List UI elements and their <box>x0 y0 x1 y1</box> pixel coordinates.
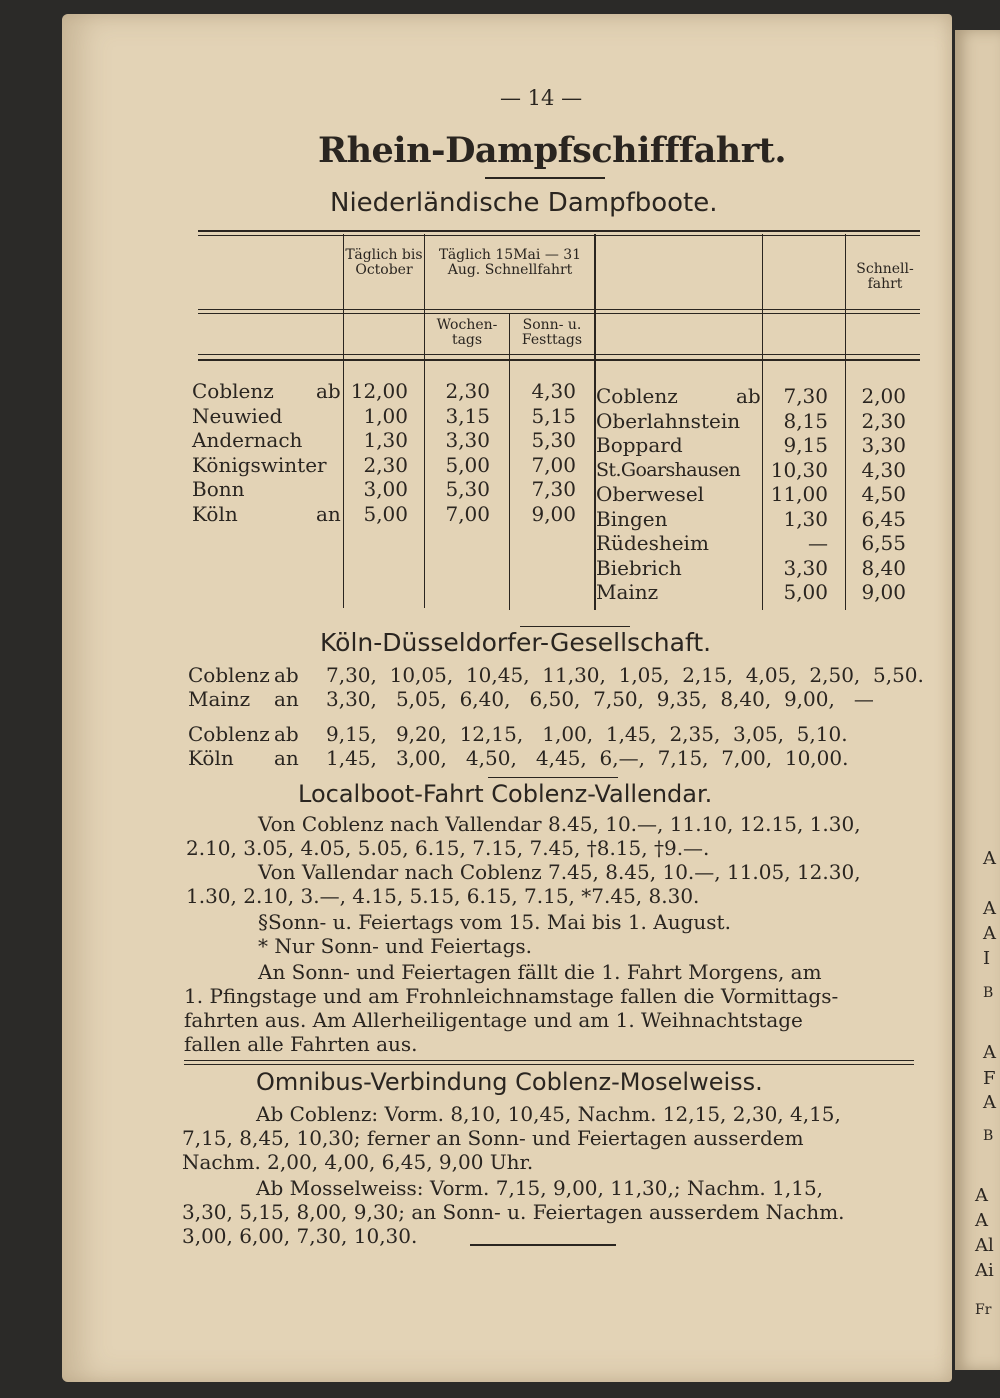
mark: ab <box>316 379 341 403</box>
station: Coblenz <box>192 379 274 403</box>
time: 2,30 <box>861 408 906 433</box>
time: 7,30 <box>783 384 828 408</box>
station: Köln <box>188 746 234 770</box>
station: Coblenz <box>188 663 270 687</box>
time: 5,00 <box>783 580 828 604</box>
time: 10,30 <box>770 457 828 482</box>
end-rule <box>470 1244 616 1246</box>
time: 5,15 <box>531 403 576 428</box>
margin-letter: A <box>983 898 996 919</box>
section-subtitle: Niederländische Dampfboote. <box>330 188 718 218</box>
time: 8,15 <box>783 408 828 433</box>
time: 1,30 <box>363 428 408 452</box>
margin-letter: I <box>983 948 991 969</box>
margin-letter: B <box>983 985 994 1001</box>
time: 5,30 <box>445 477 490 501</box>
mark: an <box>274 687 299 711</box>
time: 6,45 <box>861 506 906 531</box>
station: Boppard <box>596 433 683 457</box>
mark: an <box>274 746 299 770</box>
table-row <box>596 409 926 434</box>
time: 7,30 <box>531 477 576 501</box>
text-line: fallen alle Fahrten aus. <box>184 1032 418 1056</box>
time: 2,30 <box>363 452 408 477</box>
time: 4,30 <box>861 457 906 482</box>
time: 8,40 <box>861 555 906 580</box>
time: 9,00 <box>531 501 576 526</box>
margin-letter: B <box>983 1128 994 1144</box>
header-rule <box>198 359 920 361</box>
margin-letter: Fr <box>975 1302 992 1318</box>
time: 4,30 <box>531 379 576 403</box>
table-top-rule <box>198 230 920 232</box>
station: Oberwesel <box>596 482 705 506</box>
station: Bonn <box>192 477 245 501</box>
schedule-line <box>188 746 848 770</box>
text-line: 7,15, 8,45, 10,30; ferner an Sonn- und Feiertagen ausserdem <box>182 1126 804 1150</box>
text-line: Nachm. 2,00, 4,00, 6,45, 9,00 Uhr. <box>182 1150 534 1174</box>
times: 3,30, 5,05, 6,40, 6,50, 7,50, 9,35, 8,40, 9,00, — <box>326 687 874 711</box>
table-row <box>596 507 926 532</box>
mark: ab <box>274 663 299 687</box>
table-row <box>596 556 926 581</box>
table-top-rule <box>198 235 920 236</box>
mark: ab <box>274 722 299 746</box>
time: 3,30 <box>861 433 906 457</box>
station: Bingen <box>596 506 668 531</box>
margin-letter: F <box>983 1068 996 1089</box>
table-row <box>596 458 926 483</box>
header-col2b: Sonn- u. Festtags <box>521 317 583 348</box>
section-rule <box>184 1060 914 1061</box>
text-line: 1. Pfingstage und am Frohnleichnamstage fallen die Vormittags- <box>184 984 839 1008</box>
header-col2a: Wochen-tags <box>436 317 498 348</box>
station: St.Goarshausen <box>596 458 741 481</box>
header-rule <box>198 313 920 314</box>
text-line: 3,00, 6,00, 7,30, 10,30. <box>182 1224 418 1248</box>
table-row <box>596 433 926 458</box>
section-heading-local: Localboot-Fahrt Coblenz-Vallendar. <box>298 780 713 808</box>
mark: an <box>316 501 341 526</box>
time: 5,30 <box>531 428 576 452</box>
divider <box>520 626 630 627</box>
time: 12,00 <box>350 379 408 403</box>
station: Rüdesheim <box>596 531 709 555</box>
margin-letter: Al <box>975 1235 994 1256</box>
time: 4,50 <box>861 482 906 506</box>
header-rule <box>198 309 920 310</box>
times: 1,45, 3,00, 4,50, 4,45, 6,—, 7,15, 7,00, 10,00. <box>326 746 849 770</box>
text-line: 1.30, 2.10, 3.—, 4.15, 5.15, 6.15, 7.15, *7.45, 8.30. <box>186 884 700 908</box>
time: 1,30 <box>783 506 828 531</box>
station: Königswinter <box>192 452 327 477</box>
time: 1,00 <box>363 403 408 428</box>
schedule-line <box>188 663 924 687</box>
schedule-line <box>188 687 874 711</box>
time: — <box>808 531 828 555</box>
times: 7,30, 10,05, 10,45, 11,30, 1,05, 2,15, 4,05, 2,50, 5,50. <box>326 663 924 687</box>
station: Mainz <box>188 687 251 711</box>
text-line: Ab Mosselweiss: Vorm. 7,15, 9,00, 11,30,; Nachm. 1,15, <box>256 1176 824 1200</box>
divider <box>488 777 618 778</box>
text-line: Von Vallendar nach Coblenz 7.45, 8.45, 10.—, 11.05, 12.30, <box>258 860 861 884</box>
time: 6,55 <box>861 531 906 555</box>
section-heading-koeln: Köln-Düsseldorfer-Gesellschaft. <box>320 628 712 657</box>
right-timetable <box>596 384 926 605</box>
table-row <box>596 580 926 605</box>
time: 3,00 <box>363 477 408 501</box>
text-line: 2.10, 3.05, 4.05, 5.05, 6.15, 7.15, 7.45, †8.15, †9.—. <box>186 836 710 860</box>
station: Neuwied <box>192 403 283 428</box>
schedule-line <box>188 722 848 746</box>
header-rule <box>198 354 920 355</box>
station: Andernach <box>192 428 303 452</box>
time: 5,00 <box>445 452 490 477</box>
station: Mainz <box>596 580 659 604</box>
footnote: §Sonn- u. Feiertags vom 15. Mai bis 1. August. <box>258 910 731 934</box>
divider <box>485 177 605 179</box>
table-row <box>596 531 926 556</box>
margin-letter: A <box>975 1185 988 1206</box>
margin-letter: A <box>983 848 996 869</box>
times: 9,15, 9,20, 12,15, 1,00, 1,45, 2,35, 3,05, 5,10. <box>326 722 848 746</box>
next-page-edge <box>955 30 1000 1370</box>
time: 2,00 <box>861 384 906 408</box>
margin-letter: A <box>983 923 996 944</box>
table-row <box>596 482 926 507</box>
text-line: 3,30, 5,15, 8,00, 9,30; an Sonn- u. Feiertagen ausserdem Nachm. <box>182 1200 845 1224</box>
header-col1: Täglich bis October <box>345 247 423 278</box>
page-title: Rhein-Dampfschifffahrt. <box>318 130 787 171</box>
margin-letter: A <box>975 1210 988 1231</box>
time: 3,15 <box>445 403 490 428</box>
margin-letter: A <box>983 1092 996 1113</box>
time: 5,00 <box>363 501 408 526</box>
time: 7,00 <box>531 452 576 477</box>
station: Coblenz <box>188 722 270 746</box>
station: Biebrich <box>596 555 682 580</box>
section-rule <box>184 1064 914 1065</box>
time: 3,30 <box>445 428 490 452</box>
header-col2: Täglich 15Mai — 31 Aug. Schnellfahrt <box>438 247 582 278</box>
margin-letter: A <box>983 1042 996 1063</box>
text-line: An Sonn- und Feiertagen fällt die 1. Fahrt Morgens, am <box>258 960 822 984</box>
footnote: * Nur Sonn- und Feiertags. <box>258 934 532 958</box>
section-heading-omnibus: Omnibus-Verbindung Coblenz-Moselweiss. <box>256 1068 763 1096</box>
time: 3,30 <box>783 555 828 580</box>
text-line: fahrten aus. Am Allerheiligentage und am 1. Weihnachtstage <box>184 1008 803 1032</box>
text-line: Von Coblenz nach Vallendar 8.45, 10.—, 11.10, 12.15, 1.30, <box>258 812 861 836</box>
station: Oberlahnstein <box>596 408 741 433</box>
time: 9,00 <box>861 580 906 604</box>
table-row <box>596 384 926 409</box>
station: Köln <box>192 501 238 526</box>
time: 9,15 <box>783 433 828 457</box>
time: 11,00 <box>770 482 828 506</box>
time: 2,30 <box>445 379 490 403</box>
station: Coblenz <box>596 384 678 408</box>
page-number: — 14 — <box>500 86 583 110</box>
mark: ab <box>736 384 761 408</box>
text-line: Ab Coblenz: Vorm. 8,10, 10,45, Nachm. 12,15, 2,30, 4,15, <box>256 1102 841 1126</box>
header-right: Schnell-fahrt <box>856 261 914 292</box>
time: 7,00 <box>445 501 490 526</box>
margin-letter: Ai <box>975 1260 994 1281</box>
